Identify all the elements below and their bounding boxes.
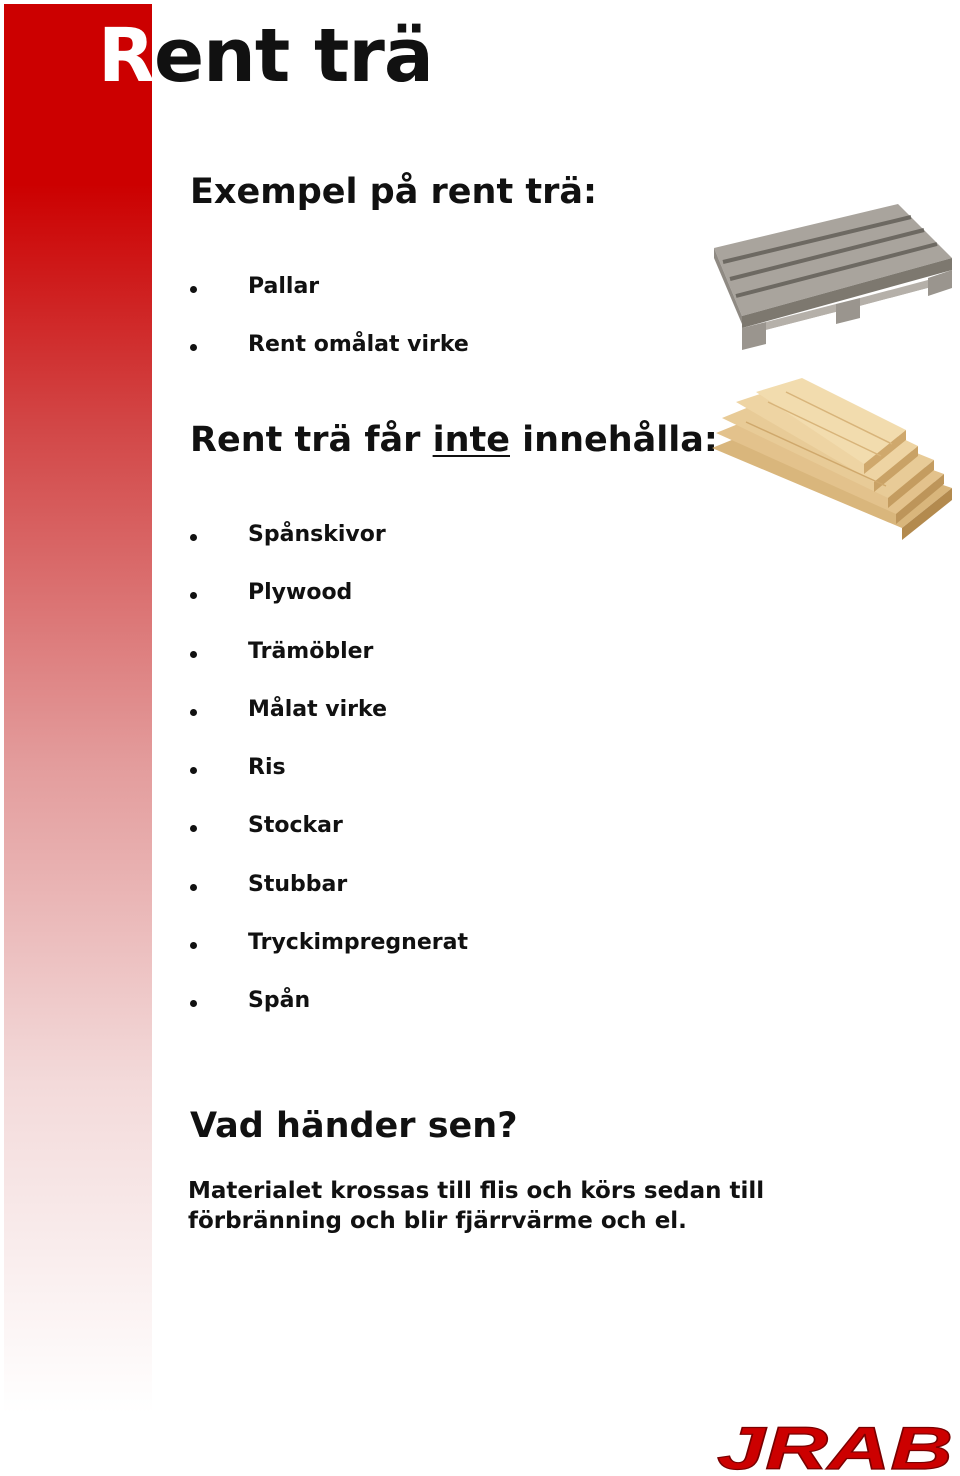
list-item: Pallar (190, 274, 469, 332)
list-item: Ris (190, 755, 468, 813)
logo-text: JRAB (717, 1420, 953, 1474)
exclusions-heading-start: Rent trä får (190, 420, 433, 460)
list-item: Rent omålat virke (190, 332, 469, 390)
exclusions-heading-emphasis: inte (432, 420, 510, 460)
page-title (98, 14, 433, 98)
list-item: Spån (190, 988, 468, 1046)
list-item: Stockar (190, 813, 468, 871)
next-heading: Vad händer sen? (190, 1106, 518, 1146)
page-title-rest: ent trä (153, 13, 433, 99)
exclusions-heading-end: innehålla: (510, 420, 718, 460)
list-item: Spånskivor (190, 522, 468, 580)
next-paragraph: Materialet krossas till flis och körs sedan till förbränning och blir fjärrvärme och el. (188, 1178, 765, 1234)
wooden-pallet-image (706, 200, 956, 350)
wood-planks-image (706, 378, 956, 548)
exclusions-heading (190, 420, 718, 460)
red-gradient-band (4, 4, 152, 1424)
exclusions-list (190, 522, 468, 1047)
examples-list (190, 274, 469, 391)
list-item: Trämöbler (190, 639, 468, 697)
list-item: Plywood (190, 580, 468, 638)
list-item: Tryckimpregnerat (190, 930, 468, 988)
page-title-initial: R (98, 13, 154, 99)
jrab-logo (714, 1420, 956, 1474)
examples-heading: Exempel på rent trä: (190, 172, 597, 212)
list-item: Stubbar (190, 872, 468, 930)
list-item: Målat virke (190, 697, 468, 755)
